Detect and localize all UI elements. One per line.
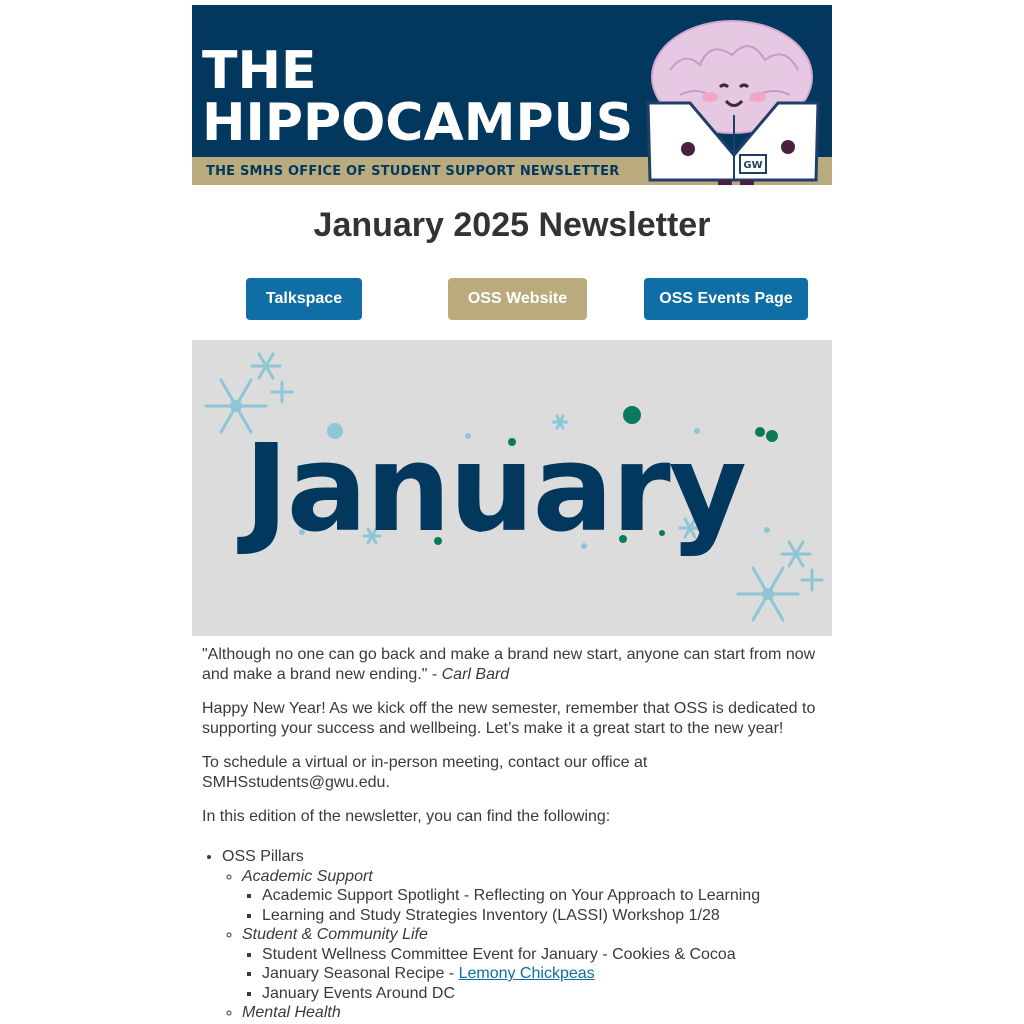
quote-text: "Although no one can go back and make a brand new start, anyone can start from now and make a brand new ending." - [202, 646, 816, 683]
recipe-prefix: January Seasonal Recipe - [262, 965, 459, 982]
january-word: January [244, 420, 745, 559]
gw-badge: GW [743, 160, 763, 171]
contact-paragraph: To schedule a virtual or in-person meeting, contact our office at SMHSstudents@gwu.edu. [202, 754, 648, 791]
talkspace-button[interactable]: Talkspace [246, 278, 362, 320]
toc-lead: In this edition of the newsletter, you can find the following: [202, 808, 611, 825]
toc-mental-label: Mental Health [242, 1004, 341, 1021]
list-item [242, 867, 822, 926]
lemony-chickpeas-link[interactable]: Lemony Chickpeas [458, 965, 595, 982]
toc-community-label: Student & Community Life [242, 926, 428, 943]
quote-paragraph [202, 645, 822, 685]
toc-list [222, 847, 822, 1023]
toc-pillars: OSS Pillars [222, 848, 304, 865]
greeting-paragraph: Happy New Year! As we kick off the new semester, remember that OSS is dedicated to supporting your success and wellbeing. Let’s make it a great start to the new year! [202, 700, 816, 737]
january-hero-image [192, 340, 832, 636]
quote-author: Carl Bard [441, 666, 510, 683]
newsletter-banner [192, 5, 832, 185]
list-item: ▪ January Events Around DC [262, 984, 822, 1004]
oss-events-page-button[interactable]: OSS Events Page [644, 278, 808, 320]
list-item: ▪ Student Wellness Committee Event for January - Cookies & Cocoa [262, 945, 822, 965]
list-item [242, 1003, 822, 1023]
banner-title-line2: HIPPOCAMPUS [202, 93, 634, 153]
list-item: ▪ Academic Support Spotlight - Reflecting on Your Approach to Learning [262, 886, 822, 906]
toc-academic-label: Academic Support [242, 867, 373, 885]
brain-mascot-icon [640, 15, 832, 185]
banner-title [202, 41, 634, 153]
oss-website-button[interactable]: OSS Website [448, 278, 587, 320]
banner-title-line1: THE [202, 41, 317, 101]
banner-subtitle: THE SMHS OFFICE OF STUDENT SUPPORT NEWSLETTER [206, 164, 620, 179]
list-item: ▪ Learning and Study Strategies Inventory (LASSI) Workshop 1/28 [262, 906, 822, 926]
list-item [242, 925, 822, 1003]
list-item [222, 847, 822, 1023]
newsletter-body [202, 645, 822, 1023]
newsletter-title: January 2025 Newsletter [313, 206, 711, 244]
list-item [262, 964, 822, 984]
